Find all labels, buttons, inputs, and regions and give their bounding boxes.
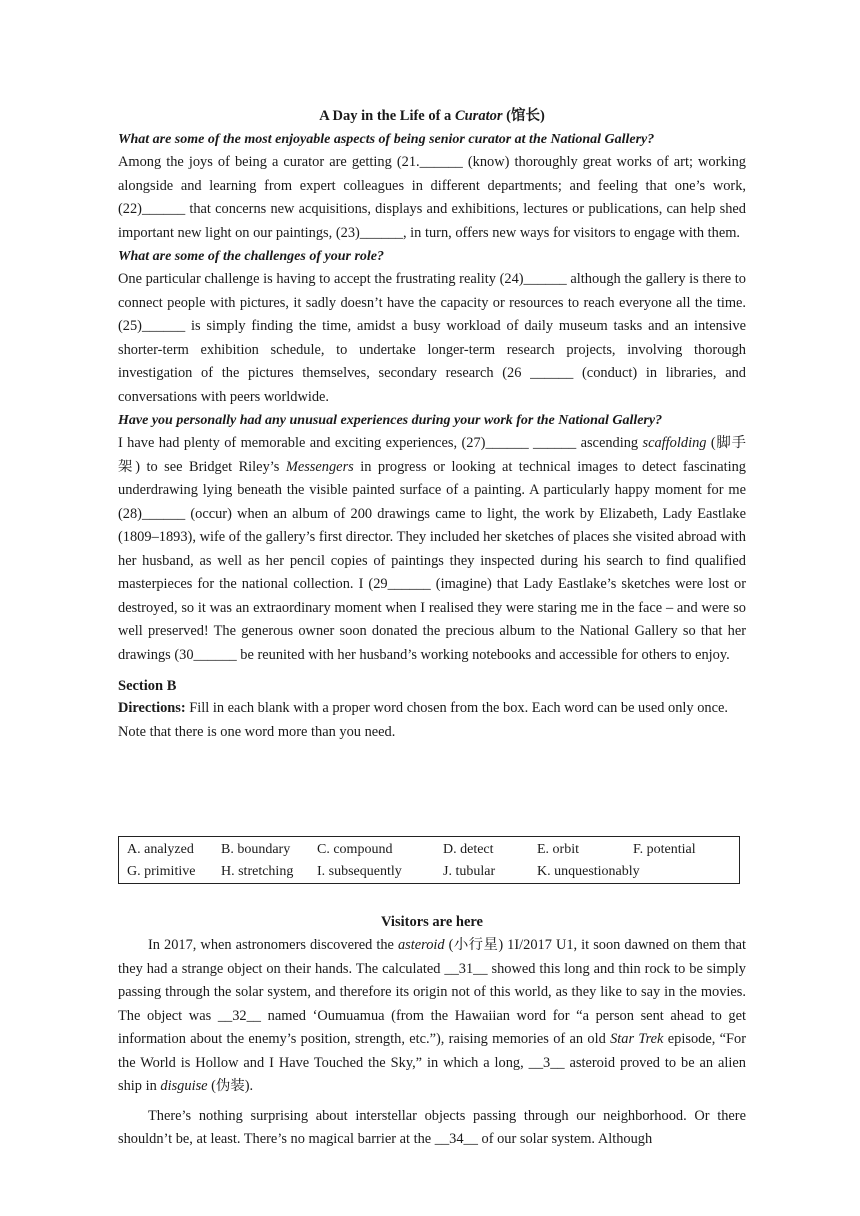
section-a bbox=[118, 106, 746, 744]
directions: Directions: Fill in each blank with a proper word chosen from the box. Each word can be used only once. Note that there is one word more than you need. bbox=[118, 700, 728, 740]
passage-b-title: Visitors are here bbox=[380, 914, 483, 930]
answer-paragraph-1: Among the joys of being a curator are getting (21.______ (know) thoroughly great works of art; working alongside and learning from expert colleagues in different departments; and feeling that one’s work, (22)______ that concerns new acquisitions, displays and exhibitions, lectures or publications, can help shed important new light on our paintings, (23)______, in turn, offers new ways for visitors to engage with them. bbox=[118, 154, 746, 241]
answer-paragraph-3: I have had plenty of memorable and exciting experiences, (27)______ ______ ascending scaffolding (脚手架) to see Bridget Riley’s Messengers in progress or looking at technical images to detect fascinating underdrawing lying beneath the visible painted surface of a painting. A particularly happy moment for me (28)______ (occur) when an album of 200 drawings came to light, the work by Elizabeth, Lady Eastlake (1809–1893), wife of the gallery’s first director. They included her sketches of places she visited abroad with her husband, as well as her pencil copies of paintings they inspected during his search to find qualified masterpieces for the national collection. I (29______ (imagine) that Lady Eastlake’s sketches were lost or destroyed, so it was an extraordinary moment when I realised they were staring me in the face – and were so well preserved! The generous owner soon donated the precious album to the National Gallery so that her drawings (30______ be reunited with her husband’s working notebooks and accessible for others to enjoy. bbox=[118, 435, 746, 663]
word-option: C. compound bbox=[317, 842, 393, 857]
title-text: A Day in the Life of a bbox=[319, 108, 455, 124]
word-option: D. detect bbox=[443, 842, 494, 857]
word-option: I. subsequently bbox=[317, 864, 402, 879]
question-1: What are some of the most enjoyable aspects of being senior curator at the National Gallery? bbox=[118, 132, 655, 147]
section-b-heading: Section B bbox=[118, 678, 177, 694]
question-3: Have you personally had any unusual experiences during your work for the National Gallery? bbox=[118, 413, 663, 428]
word-option: J. tubular bbox=[443, 864, 496, 879]
word-box bbox=[118, 836, 740, 884]
word-option: K. unquestionably bbox=[537, 864, 640, 879]
word-option: F. potential bbox=[633, 842, 696, 857]
word-option: G. primitive bbox=[127, 864, 196, 879]
word-option: E. orbit bbox=[537, 842, 579, 857]
word-option: A. analyzed bbox=[127, 842, 194, 857]
passage-b-paragraph-1: In 2017, when astronomers discovered the asteroid (小行星) 1I/2017 U1, it soon dawned on them that they had a strange object on their hands. The calculated __31__ showed this long and thin rock to be simply passing through the solar system, and therefore its origin not of this world, as they like to say in the movies. The object was __32__ named ‘Oumuamua (from the Hawaiian word for “a person sent ahead to get information about the enemy’s position, strength, etc.”), raising memories of an old Star Trek episode, “For the World is Hollow and I Have Touched the Sky,” in which a long, __3__ asteroid proved to be an alien ship in disguise (伪装). bbox=[118, 937, 747, 1094]
word-option: H. stretching bbox=[221, 864, 294, 879]
passage-title bbox=[118, 106, 746, 126]
word-option: B. boundary bbox=[221, 842, 291, 857]
passage-b-paragraph-2: There’s nothing surprising about interstellar objects passing through our neighborhood. Or there shouldn’t be, at least. There’s no magical barrier at the __34__ of our solar system. Although bbox=[118, 1107, 746, 1147]
title-italic: Curator bbox=[454, 108, 503, 124]
question-2: What are some of the challenges of your role? bbox=[118, 249, 384, 264]
section-b-passage bbox=[118, 934, 746, 1152]
answer-paragraph-2: One particular challenge is having to accept the frustrating reality (24)______ although the gallery is there to connect people with pictures, it sadly doesn’t have the capacity or resources to reach everyone all the time. (25)______ is simply finding the time, amidst a busy workload of daily museum tasks and an intensive shorter-term exhibition schedule, to undertake longer-term research projects, involving thorough investigation of the pictures themselves, secondary research (26 ______ (conduct) in libraries, and conversations with peers worldwide. bbox=[118, 271, 746, 405]
title-suffix: (馆长) bbox=[502, 108, 545, 124]
